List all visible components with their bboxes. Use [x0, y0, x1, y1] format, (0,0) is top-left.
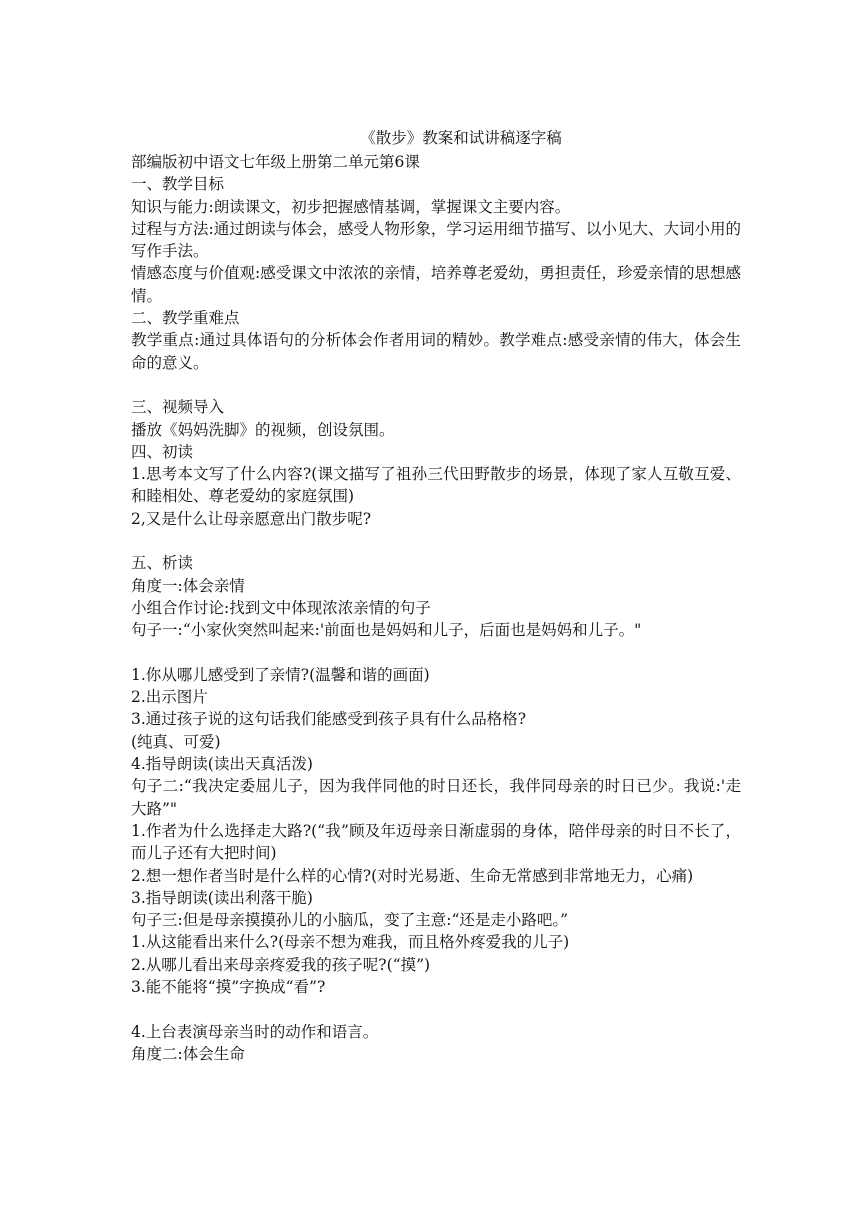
blank-line	[131, 642, 741, 664]
paragraph: 教学重点:通过具体语句的分析体会作者用词的精妙。教学难点:感受亲情的伟大，体会生命的意义。	[131, 331, 741, 372]
paragraph: 3.指导朗读(读出利落干脆)	[131, 888, 313, 907]
section-heading: 四、初读	[131, 442, 194, 461]
blank-line	[131, 998, 741, 1020]
blank-line	[131, 530, 741, 552]
paragraph: 小组合作讨论:找到文中体现浓浓亲情的句子	[131, 598, 431, 617]
paragraph: 4.指导朗读(读出天真活泼)	[131, 755, 313, 774]
paragraph: 3.通过孩子说的这句话我们能感受到孩子具有什么品格格?	[131, 710, 527, 729]
paragraph: 句子二:“我决定委屈儿子，因为我伴同他的时日还长，我伴同母亲的时日已少。我说:'走大路”"	[131, 777, 741, 818]
paragraph: (纯真、可爱)	[131, 732, 221, 751]
section-heading: 一、教学目标	[131, 175, 225, 194]
paragraph: 3.能不能将“摸”字换成“看”?	[131, 977, 326, 996]
document-page	[131, 125, 741, 1065]
section-heading: 三、视频导入	[131, 398, 225, 417]
section-heading: 二、教学重难点	[131, 309, 240, 328]
paragraph: 1.你从哪儿感受到了亲情?(温馨和谐的画面)	[131, 665, 430, 684]
document-title: 《散步》教案和试讲稿逐字稿	[360, 129, 562, 147]
paragraph: 1.思考本文写了什么内容?(课文描写了祖孙三代田野散步的场景，体现了家人互敬互爱、和睦相处、尊老爱幼的家庭氛围)	[131, 465, 741, 506]
paragraph: 角度二:体会生命	[131, 1044, 245, 1063]
paragraph: 知识与能力:朗读课文，初步把握感情基调，掌握课文主要内容。	[131, 197, 571, 216]
paragraph: 播放《妈妈洗脚》的视频，创设氛围。	[131, 420, 395, 439]
section-heading: 五、析读	[131, 554, 194, 573]
paragraph: 句子三:但是母亲摸摸孙儿的小脑瓜，变了主意:“还是走小路吧。”	[131, 911, 569, 930]
paragraph: 1.从这能看出来什么?(母亲不想为难我，而且格外疼爱我的儿子)	[131, 933, 570, 952]
paragraph: 2.从哪儿看出来母亲疼爱我的孩子呢?(“摸”)	[131, 955, 431, 974]
paragraph: 角度一:体会亲情	[131, 576, 245, 595]
paragraph: 4.上台表演母亲当时的动作和语言。	[131, 1022, 379, 1041]
course-info: 部编版初中语文七年级上册第二单元第6课	[131, 153, 420, 171]
paragraph: 1.作者为什么选择走大路?(“我”顾及年迈母亲日渐虚弱的身体，陪伴母亲的时日不长了，而儿子还有大把时间)	[131, 821, 741, 863]
blank-line	[131, 374, 741, 396]
paragraph: 情感态度与价值观:感受课文中浓浓的亲情，培养尊老爱幼，勇担责任，珍爱亲情的思想感情。	[131, 264, 741, 305]
paragraph: 2.想一想作者当时是什么样的心情?(对时光易逝、生命无常感到非常地无力，心痛)	[131, 866, 694, 885]
paragraph: 2.出示图片	[131, 688, 208, 707]
paragraph: 过程与方法:通过朗读与体会，感受人物形象，学习运用细节描写、以小见大、大词小用的写作手法。	[131, 219, 741, 261]
paragraph: 2,又是什么让母亲愿意出门散步呢?	[131, 509, 372, 528]
paragraph: 句子一:“小家伙突然叫起来:'前面也是妈妈和儿子，后面也是妈妈和儿子。"	[131, 621, 642, 640]
